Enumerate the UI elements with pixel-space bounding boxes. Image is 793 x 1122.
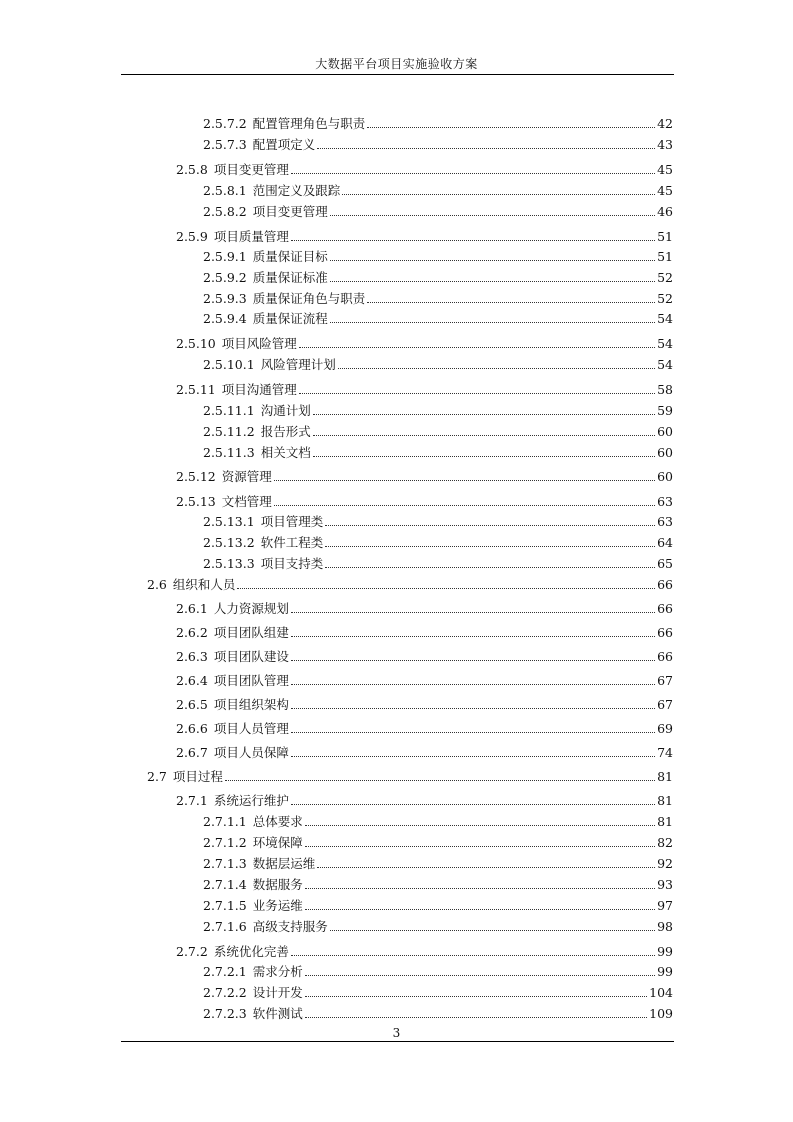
toc-entry-page: 66: [657, 625, 673, 640]
toc-leader-dots: [291, 636, 655, 637]
toc-leader-dots: [291, 173, 655, 174]
toc-entry-page: 109: [649, 1006, 673, 1021]
toc-entry-number: 2.7: [147, 769, 167, 784]
toc-entry-page: 66: [657, 577, 673, 592]
toc-entry-number: 2.5.7.3: [203, 137, 247, 152]
toc-entry-title: 质量保证目标: [252, 249, 328, 264]
footer-rule: [121, 1041, 674, 1042]
toc-entry[interactable]: [176, 467, 673, 485]
toc-entry[interactable]: [203, 135, 673, 153]
toc-entry-page: 65: [657, 556, 673, 571]
toc-entry-page: 63: [657, 494, 673, 509]
toc-leader-dots: [342, 194, 655, 195]
toc-entry-title: 人力资源规划: [213, 601, 289, 616]
toc-entry[interactable]: [176, 623, 673, 641]
toc-entry[interactable]: [203, 833, 673, 851]
toc-entry[interactable]: [203, 422, 673, 440]
toc-entry-title: 环境保障: [252, 835, 303, 850]
toc-leader-dots: [367, 302, 655, 303]
toc-entry-page: 66: [657, 601, 673, 616]
toc-leader-dots: [305, 909, 655, 910]
toc-entry-title: 需求分析: [252, 964, 303, 979]
toc-entry-number: 2.6.5: [176, 697, 208, 712]
toc-entry-number: 2.7.1.4: [203, 877, 247, 892]
toc-leader-dots: [305, 825, 655, 826]
toc-entry-page: 54: [657, 357, 673, 372]
toc-entry-number: 2.5.11: [176, 382, 216, 397]
toc-entry-title: 项目风险管理: [221, 336, 297, 351]
toc-leader-dots: [299, 347, 655, 348]
toc-entry-page: 42: [657, 116, 673, 131]
toc-entry-title: 质量保证流程: [252, 311, 328, 326]
toc-entry-page: 74: [657, 745, 673, 760]
toc-leader-dots: [325, 546, 655, 547]
toc-entry-title: 软件测试: [252, 1006, 303, 1021]
toc-entry[interactable]: [203, 962, 673, 980]
toc-leader-dots: [291, 955, 655, 956]
toc-entry-number: 2.7.2.1: [203, 964, 247, 979]
toc-entry-page: 99: [657, 964, 673, 979]
toc-entry-number: 2.7.2.3: [203, 1006, 247, 1021]
toc-entry[interactable]: [176, 492, 673, 510]
toc-entry-page: 60: [657, 445, 673, 460]
toc-entry-title: 业务运维: [252, 898, 303, 913]
toc-entry-number: 2.5.10: [176, 336, 216, 351]
toc-entry-page: 93: [657, 877, 673, 892]
toc-leader-dots: [305, 888, 655, 889]
toc-leader-dots: [330, 260, 655, 261]
toc-leader-dots: [313, 414, 655, 415]
toc-leader-dots: [225, 780, 655, 781]
toc-leader-dots: [291, 612, 655, 613]
toc-entry[interactable]: [203, 812, 673, 830]
toc-entry-title: 范围定义及跟踪: [252, 183, 341, 198]
toc-leader-dots: [330, 215, 655, 216]
toc-entry-number: 2.5.13.1: [203, 514, 255, 529]
toc-entry[interactable]: [203, 247, 673, 265]
toc-entry-page: 59: [657, 403, 673, 418]
toc-entry-title: 数据层运维: [252, 856, 316, 871]
toc-entry-title: 沟通计划: [260, 403, 311, 418]
toc-entry[interactable]: [203, 268, 673, 286]
toc-entry[interactable]: [203, 875, 673, 893]
toc-entry-title: 项目人员保障: [213, 745, 289, 760]
toc-entry-number: 2.5.8.1: [203, 183, 247, 198]
toc-leader-dots: [291, 708, 655, 709]
toc-entry-title: 质量保证角色与职责: [252, 291, 366, 306]
toc-entry[interactable]: [176, 334, 673, 352]
toc-entry-number: 2.5.8.2: [203, 204, 247, 219]
toc-leader-dots: [330, 322, 655, 323]
toc-leader-dots: [237, 588, 655, 589]
toc-entry[interactable]: [176, 942, 673, 960]
toc-entry-number: 2.5.10.1: [203, 357, 255, 372]
toc-entry-number: 2.6: [147, 577, 167, 592]
toc-entry-page: 54: [657, 336, 673, 351]
toc-entry-number: 2.6.7: [176, 745, 208, 760]
toc-leader-dots: [305, 846, 655, 847]
toc-leader-dots: [291, 240, 655, 241]
toc-entry-page: 46: [657, 204, 673, 219]
toc-entry[interactable]: [203, 443, 673, 461]
toc-leader-dots: [291, 660, 655, 661]
toc-entry-number: 2.5.8: [176, 162, 208, 177]
toc-entry[interactable]: [176, 791, 673, 809]
toc-entry[interactable]: [147, 575, 673, 593]
toc-leader-dots: [325, 525, 655, 526]
toc-entry-title: 项目团队组建: [213, 625, 289, 640]
toc-entry-page: 97: [657, 898, 673, 913]
toc-entry-number: 2.6.2: [176, 625, 208, 640]
toc-entry[interactable]: [176, 160, 673, 178]
toc-leader-dots: [291, 684, 655, 685]
toc-entry-title: 资源管理: [221, 469, 272, 484]
toc-entry-number: 2.6.6: [176, 721, 208, 736]
toc-leader-dots: [313, 456, 655, 457]
toc-entry-number: 2.7.2.2: [203, 985, 247, 1000]
toc-entry-number: 2.7.1.2: [203, 835, 247, 850]
toc-entry-title: 项目组织架构: [213, 697, 289, 712]
toc-entry-page: 92: [657, 856, 673, 871]
toc-leader-dots: [317, 148, 655, 149]
toc-entry-page: 67: [657, 673, 673, 688]
toc-leader-dots: [338, 368, 655, 369]
toc-entry-title: 项目变更管理: [213, 162, 289, 177]
toc-leader-dots: [291, 732, 655, 733]
toc-entry-page: 54: [657, 311, 673, 326]
toc-entry-number: 2.5.13: [176, 494, 216, 509]
toc-entry[interactable]: [203, 114, 673, 132]
toc-leader-dots: [330, 281, 655, 282]
toc-entry-title: 项目沟通管理: [221, 382, 297, 397]
toc-entry[interactable]: [203, 854, 673, 872]
toc-leader-dots: [291, 756, 655, 757]
toc-entry-number: 2.5.9.1: [203, 249, 247, 264]
toc-entry[interactable]: [203, 1004, 673, 1022]
toc-entry[interactable]: [203, 554, 673, 572]
toc-entry-page: 43: [657, 137, 673, 152]
toc-entry-number: 2.5.11.3: [203, 445, 255, 460]
toc-entry-title: 设计开发: [252, 985, 303, 1000]
toc-entry-title: 项目管理类: [260, 514, 324, 529]
toc-leader-dots: [305, 975, 655, 976]
toc-entry-title: 项目团队建设: [213, 649, 289, 664]
toc-leader-dots: [330, 930, 655, 931]
toc-entry-title: 文档管理: [221, 494, 272, 509]
toc-entry-number: 2.7.1.3: [203, 856, 247, 871]
toc-entry-title: 质量保证标准: [252, 270, 328, 285]
toc-entry-title: 软件工程类: [260, 535, 324, 550]
page-number: 3: [392, 1026, 401, 1040]
toc-entry-number: 2.7.1.5: [203, 898, 247, 913]
toc-entry-number: 2.5.9.4: [203, 311, 247, 326]
toc-entry-number: 2.5.9.3: [203, 291, 247, 306]
toc-entry-number: 2.7.1.6: [203, 919, 247, 934]
toc-entry-number: 2.5.7.2: [203, 116, 247, 131]
toc-entry-number: 2.5.9: [176, 229, 208, 244]
toc-entry[interactable]: [176, 719, 673, 737]
toc-entry-title: 系统运行维护: [213, 793, 289, 808]
toc-entry-page: 45: [657, 183, 673, 198]
toc-entry-page: 63: [657, 514, 673, 529]
toc-entry-title: 项目变更管理: [252, 204, 328, 219]
toc-entry-title: 数据服务: [252, 877, 303, 892]
toc-entry[interactable]: [203, 983, 673, 1001]
toc-entry-title: 配置项定义: [252, 137, 316, 152]
toc-entry[interactable]: [203, 202, 673, 220]
toc-entry[interactable]: [203, 289, 673, 307]
toc-entry-page: 51: [657, 249, 673, 264]
toc-entry[interactable]: [203, 533, 673, 551]
toc-entry-number: 2.5.12: [176, 469, 216, 484]
toc-entry-title: 高级支持服务: [252, 919, 328, 934]
toc-entry-number: 2.7.1: [176, 793, 208, 808]
toc-entry-page: 82: [657, 835, 673, 850]
toc-entry-page: 52: [657, 270, 673, 285]
toc-entry[interactable]: [176, 227, 673, 245]
toc-entry[interactable]: [203, 181, 673, 199]
toc-entry-title: 项目团队管理: [213, 673, 289, 688]
toc-entry-title: 报告形式: [260, 424, 311, 439]
toc-entry[interactable]: [147, 767, 673, 785]
toc-entry[interactable]: [203, 917, 673, 935]
toc-entry-page: 81: [657, 814, 673, 829]
toc-leader-dots: [325, 567, 655, 568]
toc-entry-page: 69: [657, 721, 673, 736]
toc-entry-title: 项目质量管理: [213, 229, 289, 244]
toc-entry-page: 104: [649, 985, 673, 1000]
toc-entry-title: 项目支持类: [260, 556, 324, 571]
header-rule: [121, 74, 674, 75]
toc-entry[interactable]: [176, 380, 673, 398]
toc-entry-number: 2.5.11.2: [203, 424, 255, 439]
toc-entry[interactable]: [176, 599, 673, 617]
toc-entry-title: 项目人员管理: [213, 721, 289, 736]
toc-entry-page: 60: [657, 469, 673, 484]
toc-entry-number: 2.5.13.3: [203, 556, 255, 571]
toc-entry-number: 2.5.9.2: [203, 270, 247, 285]
toc-entry-number: 2.7.1.1: [203, 814, 247, 829]
toc-entry-title: 风险管理计划: [260, 357, 336, 372]
toc-leader-dots: [313, 435, 655, 436]
toc-entry[interactable]: [176, 671, 673, 689]
toc-entry[interactable]: [176, 743, 673, 761]
toc-entry-page: 51: [657, 229, 673, 244]
toc-entry[interactable]: [203, 309, 673, 327]
toc-entry-number: 2.7.2: [176, 944, 208, 959]
toc-entry-page: 52: [657, 291, 673, 306]
toc-entry-page: 66: [657, 649, 673, 664]
toc-entry-title: 系统优化完善: [213, 944, 289, 959]
toc-entry[interactable]: [176, 647, 673, 665]
toc-entry[interactable]: [203, 401, 673, 419]
toc-entry[interactable]: [176, 695, 673, 713]
toc-entry-page: 45: [657, 162, 673, 177]
toc-leader-dots: [274, 480, 655, 481]
toc-entry-number: 2.6.1: [176, 601, 208, 616]
toc-entry[interactable]: [203, 355, 673, 373]
toc-entry-page: 99: [657, 944, 673, 959]
toc-leader-dots: [367, 127, 655, 128]
toc-entry-page: 81: [657, 769, 673, 784]
toc-entry[interactable]: [203, 896, 673, 914]
toc-entry-page: 60: [657, 424, 673, 439]
toc-entry-number: 2.6.4: [176, 673, 208, 688]
toc-leader-dots: [274, 505, 655, 506]
toc-entry-page: 64: [657, 535, 673, 550]
toc-entry-page: 67: [657, 697, 673, 712]
toc-entry-page: 81: [657, 793, 673, 808]
toc-entry-title: 配置管理角色与职责: [252, 116, 366, 131]
running-header: 大数据平台项目实施验收方案: [315, 57, 478, 71]
toc-entry-page: 58: [657, 382, 673, 397]
toc-entry[interactable]: [203, 512, 673, 530]
toc-leader-dots: [291, 804, 655, 805]
toc-entry-title: 项目过程: [172, 769, 223, 784]
toc-entry-number: 2.5.11.1: [203, 403, 255, 418]
toc-entry-number: 2.6.3: [176, 649, 208, 664]
toc-entry-page: 98: [657, 919, 673, 934]
toc-entry-title: 组织和人员: [172, 577, 236, 592]
toc-leader-dots: [305, 996, 647, 997]
toc-leader-dots: [305, 1017, 647, 1018]
toc-leader-dots: [299, 393, 655, 394]
toc-entry-title: 相关文档: [260, 445, 311, 460]
toc-leader-dots: [317, 867, 655, 868]
toc-entry-title: 总体要求: [252, 814, 303, 829]
toc-entry-number: 2.5.13.2: [203, 535, 255, 550]
